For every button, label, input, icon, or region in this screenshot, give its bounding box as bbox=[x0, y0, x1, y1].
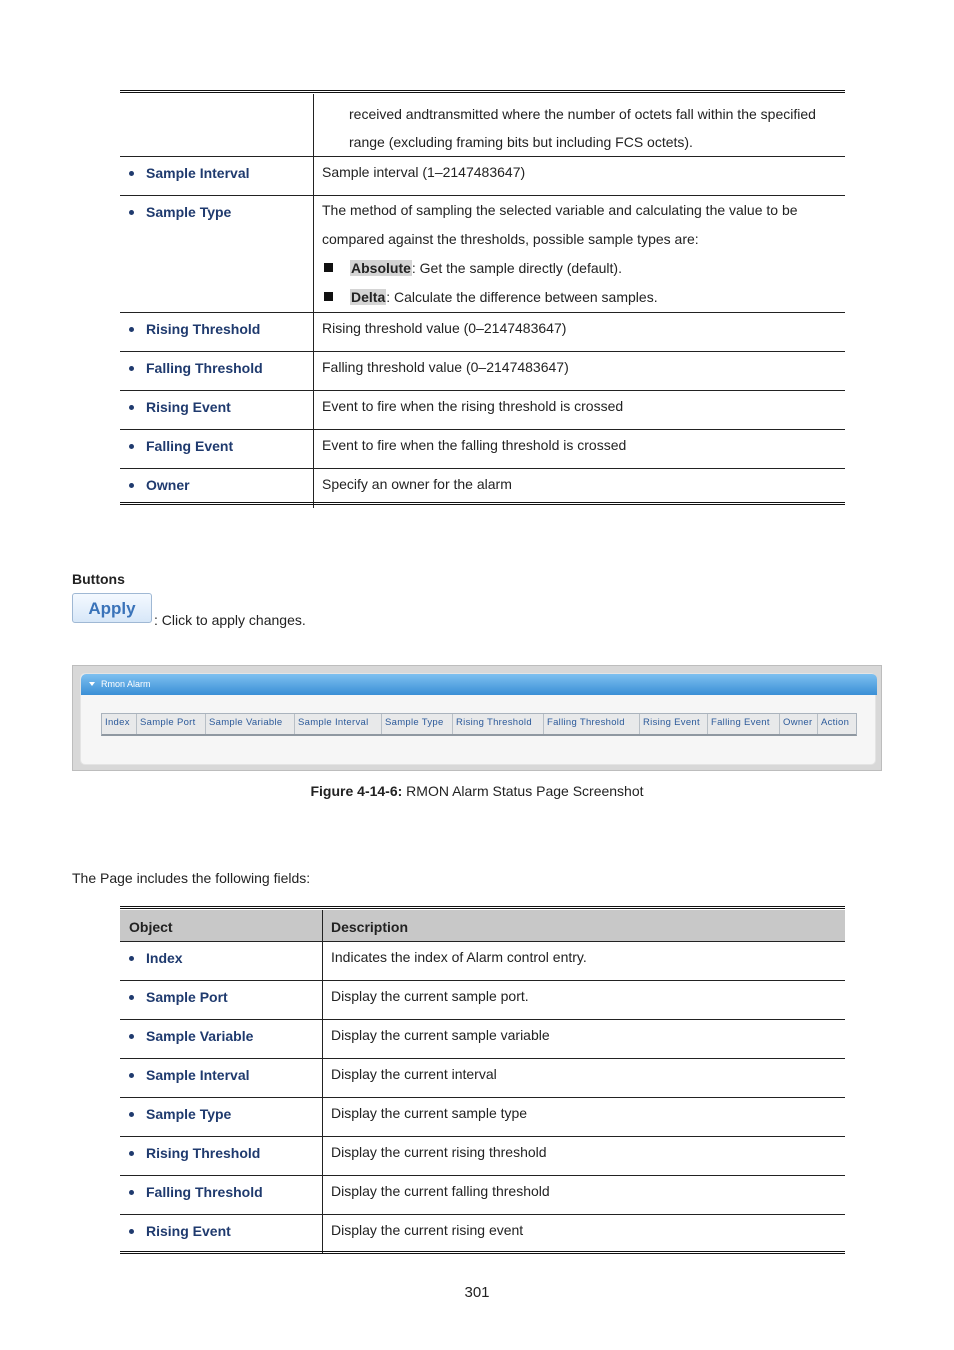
table-row bbox=[120, 942, 845, 981]
description-cell bbox=[323, 1098, 846, 1137]
column-header-index: Index bbox=[102, 714, 137, 734]
description-text: Rising threshold value (0–2147483647) bbox=[322, 320, 567, 336]
object-cell bbox=[120, 430, 314, 469]
object-label: Rising Threshold bbox=[120, 313, 313, 337]
column-header-falling-threshold: Falling Threshold bbox=[544, 714, 640, 734]
page-number: 301 bbox=[464, 1284, 490, 1301]
description-text: Indicates the index of Alarm control entry. bbox=[331, 949, 587, 965]
column-header-owner: Owner bbox=[780, 714, 818, 734]
object-cell bbox=[120, 391, 314, 430]
rmon-alarm-panel bbox=[80, 673, 876, 765]
figure-caption bbox=[0, 783, 954, 799]
object-label: Index bbox=[120, 942, 322, 966]
object-cell bbox=[120, 313, 314, 352]
description-text: Display the current rising threshold bbox=[331, 1144, 547, 1160]
description-cell bbox=[314, 94, 846, 157]
rmon-alarm-screenshot bbox=[72, 665, 882, 771]
description-text: Specify an owner for the alarm bbox=[322, 476, 512, 492]
object-cell bbox=[120, 1020, 323, 1059]
column-header-sample-interval: Sample Interval bbox=[295, 714, 382, 734]
panel-title: Rmon Alarm bbox=[101, 679, 151, 689]
table-header-row bbox=[120, 910, 845, 942]
header-description bbox=[323, 910, 846, 942]
buttons-heading: Buttons bbox=[72, 571, 125, 587]
table-row bbox=[120, 1059, 845, 1098]
alarm-table-header bbox=[101, 713, 857, 736]
column-header-sample-variable: Sample Variable bbox=[206, 714, 295, 734]
table-row bbox=[120, 352, 845, 391]
object-cell bbox=[120, 981, 323, 1020]
table-row bbox=[120, 1137, 845, 1176]
object-label: Owner bbox=[120, 469, 313, 493]
table-row bbox=[120, 157, 845, 196]
description-text: Falling threshold value (0–2147483647) bbox=[322, 359, 569, 375]
object-label: Sample Interval bbox=[120, 1059, 322, 1083]
object-label: Rising Event bbox=[120, 391, 313, 415]
option-text: : Get the sample directly (default). bbox=[411, 260, 622, 276]
description-text: Display the current sample type bbox=[331, 1105, 528, 1121]
description-cell bbox=[314, 157, 846, 196]
apply-button-description: : Click to apply changes. bbox=[154, 612, 306, 628]
intro-text: The Page includes the following fields: bbox=[72, 870, 311, 886]
object-label: Falling Threshold bbox=[120, 1176, 322, 1200]
sample-type-option-delta bbox=[322, 283, 845, 312]
description-text: The method of sampling the selected variable and calculating the value to be bbox=[322, 202, 798, 218]
description-cell bbox=[314, 196, 846, 313]
table1-top-rule bbox=[120, 90, 845, 93]
column-header-action: Action bbox=[821, 717, 850, 728]
table-row bbox=[120, 1098, 845, 1137]
object-label: Sample Interval bbox=[120, 157, 313, 181]
description-cell bbox=[323, 1215, 846, 1254]
apply-button[interactable]: Apply bbox=[72, 593, 152, 623]
description-text: Display the current falling threshold bbox=[331, 1183, 550, 1199]
table-row bbox=[120, 1020, 845, 1059]
sample-type-option-absolute bbox=[322, 254, 845, 283]
header-description-text: Description bbox=[331, 919, 409, 935]
panel-header[interactable] bbox=[81, 674, 877, 695]
description-text: Display the current sample port. bbox=[331, 988, 529, 1004]
description-text: Event to fire when the rising threshold is crossed bbox=[322, 398, 624, 414]
object-cell bbox=[120, 1098, 323, 1137]
object-label: Falling Event bbox=[120, 430, 313, 454]
collapse-triangle-icon[interactable] bbox=[89, 682, 95, 686]
description-cell bbox=[323, 942, 846, 981]
figure-title: RMON Alarm Status Page Screenshot bbox=[402, 783, 644, 799]
option-text: : Calculate the difference between samples. bbox=[386, 289, 658, 305]
object-cell bbox=[120, 942, 323, 981]
description-text: compared against the thresholds, possible sample types are: bbox=[322, 231, 699, 247]
object-cell bbox=[120, 94, 314, 157]
table2-bottom-rule bbox=[120, 1251, 845, 1254]
description-text: Event to fire when the falling threshold is crossed bbox=[322, 437, 627, 453]
square-bullet-icon bbox=[324, 292, 333, 301]
description-cell bbox=[323, 1176, 846, 1215]
description-text: range (excluding framing bits but including FCS octets). bbox=[349, 134, 693, 150]
table-row bbox=[120, 391, 845, 430]
description-cell bbox=[314, 352, 846, 391]
table2 bbox=[120, 910, 845, 1254]
object-cell bbox=[120, 1059, 323, 1098]
table-row bbox=[120, 1176, 845, 1215]
description-text: Display the current sample variable bbox=[331, 1027, 550, 1043]
object-cell bbox=[120, 1137, 323, 1176]
object-label: Rising Event bbox=[120, 1215, 322, 1239]
column-header-falling-event: Falling Event bbox=[708, 714, 780, 734]
header-object-text: Object bbox=[129, 919, 173, 935]
description-cell bbox=[314, 391, 846, 430]
table2-top-rule bbox=[120, 906, 845, 909]
object-label: Sample Variable bbox=[120, 1020, 322, 1044]
object-label: Falling Threshold bbox=[120, 352, 313, 376]
table-row bbox=[120, 430, 845, 469]
description-cell bbox=[323, 1059, 846, 1098]
table-row bbox=[120, 94, 845, 157]
table-row bbox=[120, 313, 845, 352]
object-cell bbox=[120, 196, 314, 313]
object-label: Sample Port bbox=[120, 981, 322, 1005]
column-header-sample-port: Sample Port bbox=[137, 714, 206, 734]
description-cell bbox=[323, 981, 846, 1020]
description-text: received andtransmitted where the number of octets fall within the specified bbox=[349, 106, 816, 122]
figure-number: Figure 4-14-6: bbox=[310, 783, 403, 799]
option-term: Delta bbox=[351, 289, 386, 305]
object-label: Sample Type bbox=[120, 1098, 322, 1122]
option-term: Absolute bbox=[351, 260, 411, 276]
table-row bbox=[120, 1215, 845, 1254]
table1-bottom-rule bbox=[120, 502, 845, 505]
table-row bbox=[120, 981, 845, 1020]
description-text: Display the current interval bbox=[331, 1066, 497, 1082]
table-row bbox=[120, 196, 845, 313]
table1 bbox=[120, 94, 845, 508]
description-cell bbox=[323, 1020, 846, 1059]
description-cell bbox=[314, 430, 846, 469]
header-object bbox=[120, 910, 323, 942]
column-header-sample-type: Sample Type bbox=[382, 714, 453, 734]
object-cell bbox=[120, 1215, 323, 1254]
object-label: Sample Type bbox=[120, 196, 313, 220]
square-bullet-icon bbox=[324, 263, 333, 272]
description-text: Display the current rising event bbox=[331, 1222, 524, 1238]
description-cell bbox=[323, 1137, 846, 1176]
description-text: Sample interval (1–2147483647) bbox=[322, 164, 526, 180]
object-cell bbox=[120, 157, 314, 196]
column-header-rising-threshold: Rising Threshold bbox=[453, 714, 544, 734]
description-cell bbox=[314, 313, 846, 352]
column-header-rising-event: Rising Event bbox=[640, 714, 708, 734]
object-cell bbox=[120, 1176, 323, 1215]
object-cell bbox=[120, 352, 314, 391]
object-label: Rising Threshold bbox=[120, 1137, 322, 1161]
